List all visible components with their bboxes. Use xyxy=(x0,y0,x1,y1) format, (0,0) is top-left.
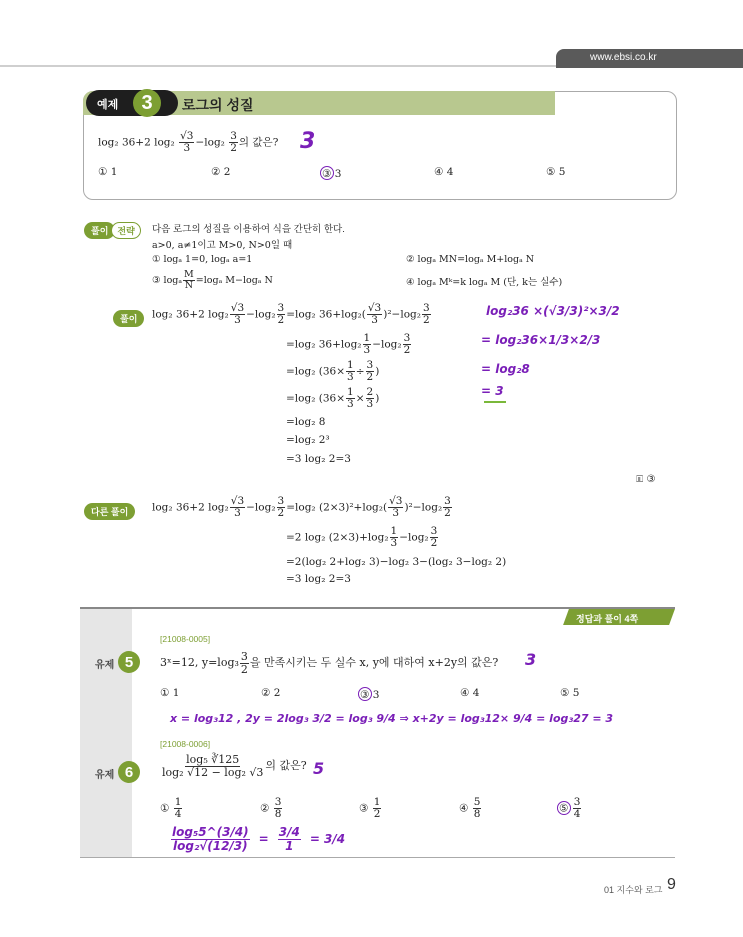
solution-line-7: =3 log₂ 2=3 xyxy=(286,453,351,465)
example-hand-answer: 3 xyxy=(300,129,316,154)
reference-text[interactable]: 정답과 풀이 4쪽 xyxy=(576,614,639,624)
strategy-condition: a>0, a≠1이고 M>0, N>0일 때 xyxy=(152,240,293,251)
alt-line-3: =2(log₂ 2+log₂ 3)−log₂ 3−(log₂ 3−log₂ 2) xyxy=(286,556,507,568)
example-option-5[interactable]: ⑤ 5 xyxy=(546,166,566,178)
solution-hand-2: = log₂36×1/3×2/3 xyxy=(481,333,601,347)
p6-number: 6 xyxy=(118,761,140,783)
property-1: ① logₐ 1=0, logₐ a=1 xyxy=(152,254,253,265)
example-question: log₂ 36+2 log₂ $\frac{√3}{3}$ −log₂ $\frac{3}{2}$ 의 값은? xyxy=(98,130,279,155)
page-number: 9 xyxy=(667,876,676,893)
p5-label: 유제 xyxy=(95,660,115,671)
hand-underline xyxy=(484,401,506,403)
p5-question: 3ˣ=12, y=log₃ $\frac{3}{2}$ 을 만족시키는 두 실수 x, y에 대하여 x+2y의 값은? xyxy=(160,650,499,676)
p6-option-4[interactable]: ④ $\frac{5}{8}$ xyxy=(459,796,481,821)
solution-line-6: =log₂ 2³ xyxy=(286,434,330,446)
example-label: 예제 xyxy=(97,99,119,111)
strategy-intro: 다음 로그의 성질을 이용하여 식을 간단히 한다. xyxy=(152,224,345,235)
practice-sidebar xyxy=(80,609,132,857)
strategy-badge xyxy=(84,219,141,239)
solution-answer: 🗉 ③ xyxy=(636,474,656,485)
p6-label: 유제 xyxy=(95,770,115,781)
solution-line-3: =log₂ (36× $\frac{1}{3}$ ÷ $\frac{3}{2}$ ) xyxy=(286,359,380,384)
example-option-1[interactable]: ① 1 xyxy=(98,166,118,178)
answer-circle-mark xyxy=(358,687,372,701)
p6-option-3[interactable]: ③ $\frac{1}{2}$ xyxy=(359,796,381,821)
example-option-4[interactable]: ④ 4 xyxy=(434,166,454,178)
p5-option-5[interactable]: ⑤ 5 xyxy=(560,687,580,699)
strategy-sublabel: 전략 xyxy=(111,222,140,239)
bottom-rule xyxy=(80,857,675,858)
example-option-3[interactable]: ③ 3 xyxy=(322,168,342,180)
strategy-label: 풀이 xyxy=(84,222,115,239)
p6-code: [21008-0006] xyxy=(160,739,211,749)
p5-hand-work: x = log₃12 , 2y = 2log₃ 3/2 = log₃ 9/4 ⇒ x+2y = log₃12× 9/4 = log₃27 = 3 xyxy=(170,712,614,725)
p5-option-4[interactable]: ④ 4 xyxy=(460,687,480,699)
solution-label: 풀이 xyxy=(113,310,144,327)
p5-code: [21008-0005] xyxy=(160,634,211,644)
example-number: 3 xyxy=(133,89,161,117)
footer-chapter: 01 지수와 로그 xyxy=(604,885,663,895)
p6-hand-answer: 5 xyxy=(313,759,325,778)
alt-line-4: =3 log₂ 2=3 xyxy=(286,573,351,585)
p6-option-5[interactable]: ⑤ $\frac{3}{4}$ xyxy=(559,796,581,821)
example-title: 로그의 성질 xyxy=(182,97,254,113)
site-url[interactable]: www.ebsi.co.kr xyxy=(590,52,657,63)
alt-line-2: =2 log₂ (2×3)+log₂ $\frac{1}{3}$ −log₂ $\frac{3}{2}$ xyxy=(286,525,438,550)
p6-question: $\frac{\text{log₅ ∛125}}{\text{log₂ √12 − log₂ √3}}$ 의 값은? xyxy=(162,753,307,779)
solution-line-4: =log₂ (36× $\frac{1}{3}$ × $\frac{2}{3}$ ) xyxy=(286,386,380,411)
p5-number: 5 xyxy=(118,651,140,673)
property-3: ③ logₐ $\frac{M}{N}$ =logₐ M−logₐ N xyxy=(152,269,273,291)
answer-circle-mark xyxy=(320,166,334,180)
solution-line-1: log₂ 36+2 log₂ $\frac{√3}{3}$ −log₂ $\frac{3}{2}$ =log₂ 36+log₂( $\frac{√3}{3}$ )²−log₂ $\frac{3}{2}$ xyxy=(152,302,430,327)
alt-label: 다른 풀이 xyxy=(84,503,135,520)
alt-line-1: log₂ 36+2 log₂ $\frac{√3}{3}$ −log₂ $\frac{3}{2}$ =log₂ (2×3)²+log₂( $\frac{√3}{3}$ )²−log₂ $\frac{3}{2}$ xyxy=(152,495,451,520)
solution-line-5: =log₂ 8 xyxy=(286,416,326,428)
solution-line-2: =log₂ 36+log₂ $\frac{1}{3}$ −log₂ $\frac{3}{2}$ xyxy=(286,332,411,357)
property-2: ② logₐ MN=logₐ M+logₐ N xyxy=(406,254,535,265)
p6-hand-work: $\frac{\text{log₅5\textasciicircum{}(3/4)}}{\text{log₂√(12/3)}}$ = $\frac{3/4}{1}$ = 3/4 xyxy=(172,825,346,853)
solution-hand-4: = 3 xyxy=(481,384,504,398)
solution-hand-1: log₂36 ×(√3/3)²×3/2 xyxy=(486,304,620,318)
p5-option-2[interactable]: ② 2 xyxy=(261,687,281,699)
property-4: ④ logₐ Mᵏ=k logₐ M (단, k는 실수) xyxy=(406,277,563,288)
solution-hand-3: = log₂8 xyxy=(481,362,530,376)
top-rule xyxy=(0,65,560,67)
p5-option-1[interactable]: ① 1 xyxy=(160,687,180,699)
example-option-2[interactable]: ② 2 xyxy=(211,166,231,178)
p6-option-2[interactable]: ② $\frac{3}{8}$ xyxy=(260,796,282,821)
p5-hand-answer: 3 xyxy=(525,650,537,669)
p6-option-1[interactable]: ① $\frac{1}{4}$ xyxy=(160,796,182,821)
answer-circle-mark xyxy=(557,801,571,815)
p5-option-3[interactable]: ③ 3 xyxy=(360,689,380,701)
